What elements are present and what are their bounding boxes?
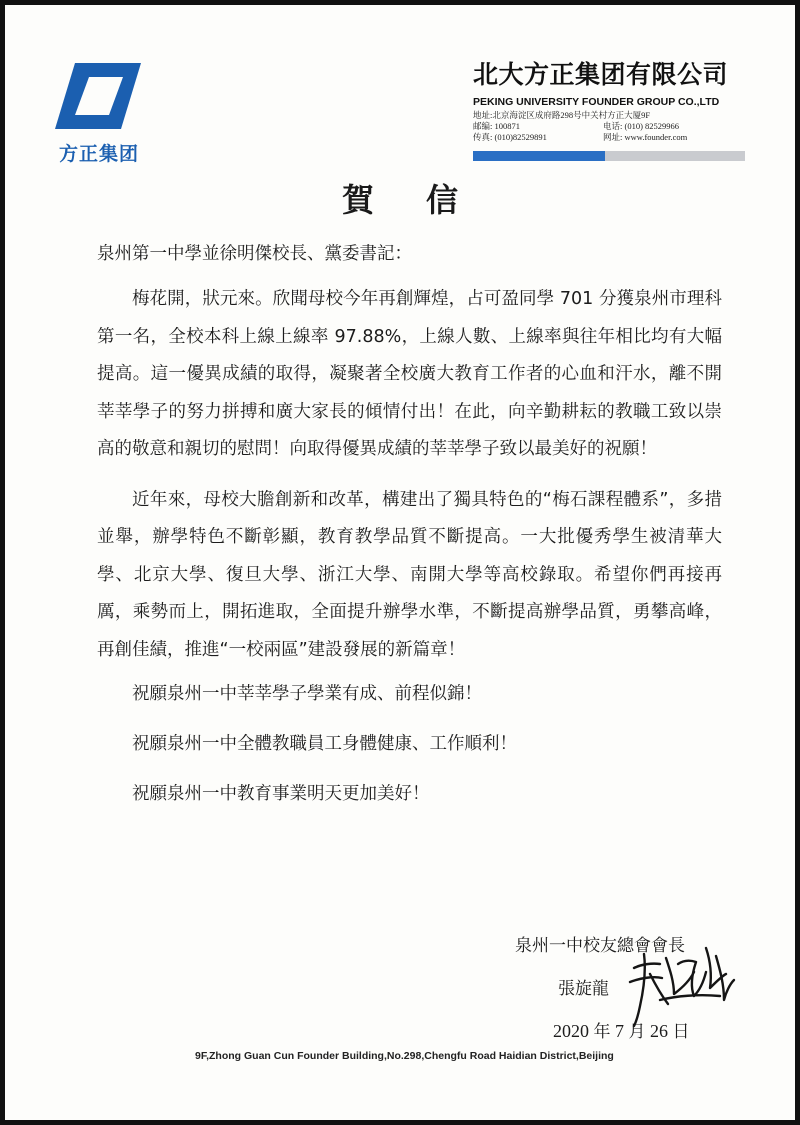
date-year-unit: 年 xyxy=(593,1022,611,1042)
wish-line: 祝願泉州一中莘莘學子學業有成、前程似錦！ xyxy=(132,684,482,704)
date-year: 2020 xyxy=(553,1021,589,1041)
company-phone: 电话: (010) 82529966 xyxy=(603,121,680,131)
company-address: 地址:北京海淀区成府路298号中关村方正大厦9F xyxy=(473,110,651,120)
paragraph: 梅花開，狀元來。欣聞母校今年再創輝煌，占可盈同學 701 分獲泉州市理科第一名，全校本科上線上線率 97.88%，上線人數、上線率與往年相比均有大幅提高。這一優異成績的取得，凝聚著全校廣大教育工作者的心血和汗水，離不開莘莘學子的努力拼搏和廣大家長的傾情付出！在此，向辛勤耕耘的教職工致以崇高的敬意和親切的慰問！向取得優異成績的莘莘學子致以最美好的祝願！ xyxy=(97,289,722,459)
company-logo xyxy=(53,57,143,166)
company-fax: 传真: (010)82529891 xyxy=(473,132,547,142)
company-contact xyxy=(473,110,745,143)
date-month: 7 xyxy=(615,1021,624,1041)
founder-logo-icon xyxy=(53,57,143,135)
date-day-unit: 日 xyxy=(672,1022,690,1042)
paragraph: 近年來，母校大膽創新和改革，構建出了獨具特色的“梅石課程體系”，多措並舉，辦學特色不斷彰顯，教育教學品質不斷提高。一大批優秀學生被清華大學、北京大學、復旦大學、浙江大學、南開大學等高校錄取。希望你們再接再厲，乘勢而上，開拓進取，全面提升辦學水準，不斷提高辦學品質，勇攀高峰，再創佳績，推進“一校兩區”建設發展的新篇章！ xyxy=(97,489,722,660)
letter-body xyxy=(97,235,722,832)
header-color-bar xyxy=(473,151,745,161)
logo-name: 方正集团 xyxy=(59,143,140,165)
date-day: 26 xyxy=(650,1021,668,1041)
company-postcode: 邮编: 100871 xyxy=(473,121,520,131)
letter-title: 賀信 xyxy=(341,181,510,219)
salutation: 泉州第一中學並徐明傑校長、黨委書記： xyxy=(97,244,412,264)
footer-address: 9F,Zhong Guan Cun Founder Building,No.298,Chengfu Road Haidian District,Beijing xyxy=(195,1050,614,1062)
wish-line: 祝願泉州一中全體教職員工身體健康、工作順利！ xyxy=(132,734,517,754)
handwritten-signature xyxy=(620,930,740,1030)
company-header xyxy=(473,55,745,161)
signatory-name: 張旋龍 xyxy=(558,979,609,999)
signatory-title: 泉州一中校友總會會長 xyxy=(515,936,685,956)
date-month-unit: 月 xyxy=(628,1022,646,1042)
company-name-cn: 北大方正集团有限公司 xyxy=(473,60,729,89)
company-website: 网址: www.founder.com xyxy=(603,132,688,142)
company-name-en: PEKING UNIVERSITY FOUNDER GROUP CO.,LTD xyxy=(473,96,720,108)
wish-line: 祝願泉州一中教育事業明天更加美好！ xyxy=(132,784,430,804)
